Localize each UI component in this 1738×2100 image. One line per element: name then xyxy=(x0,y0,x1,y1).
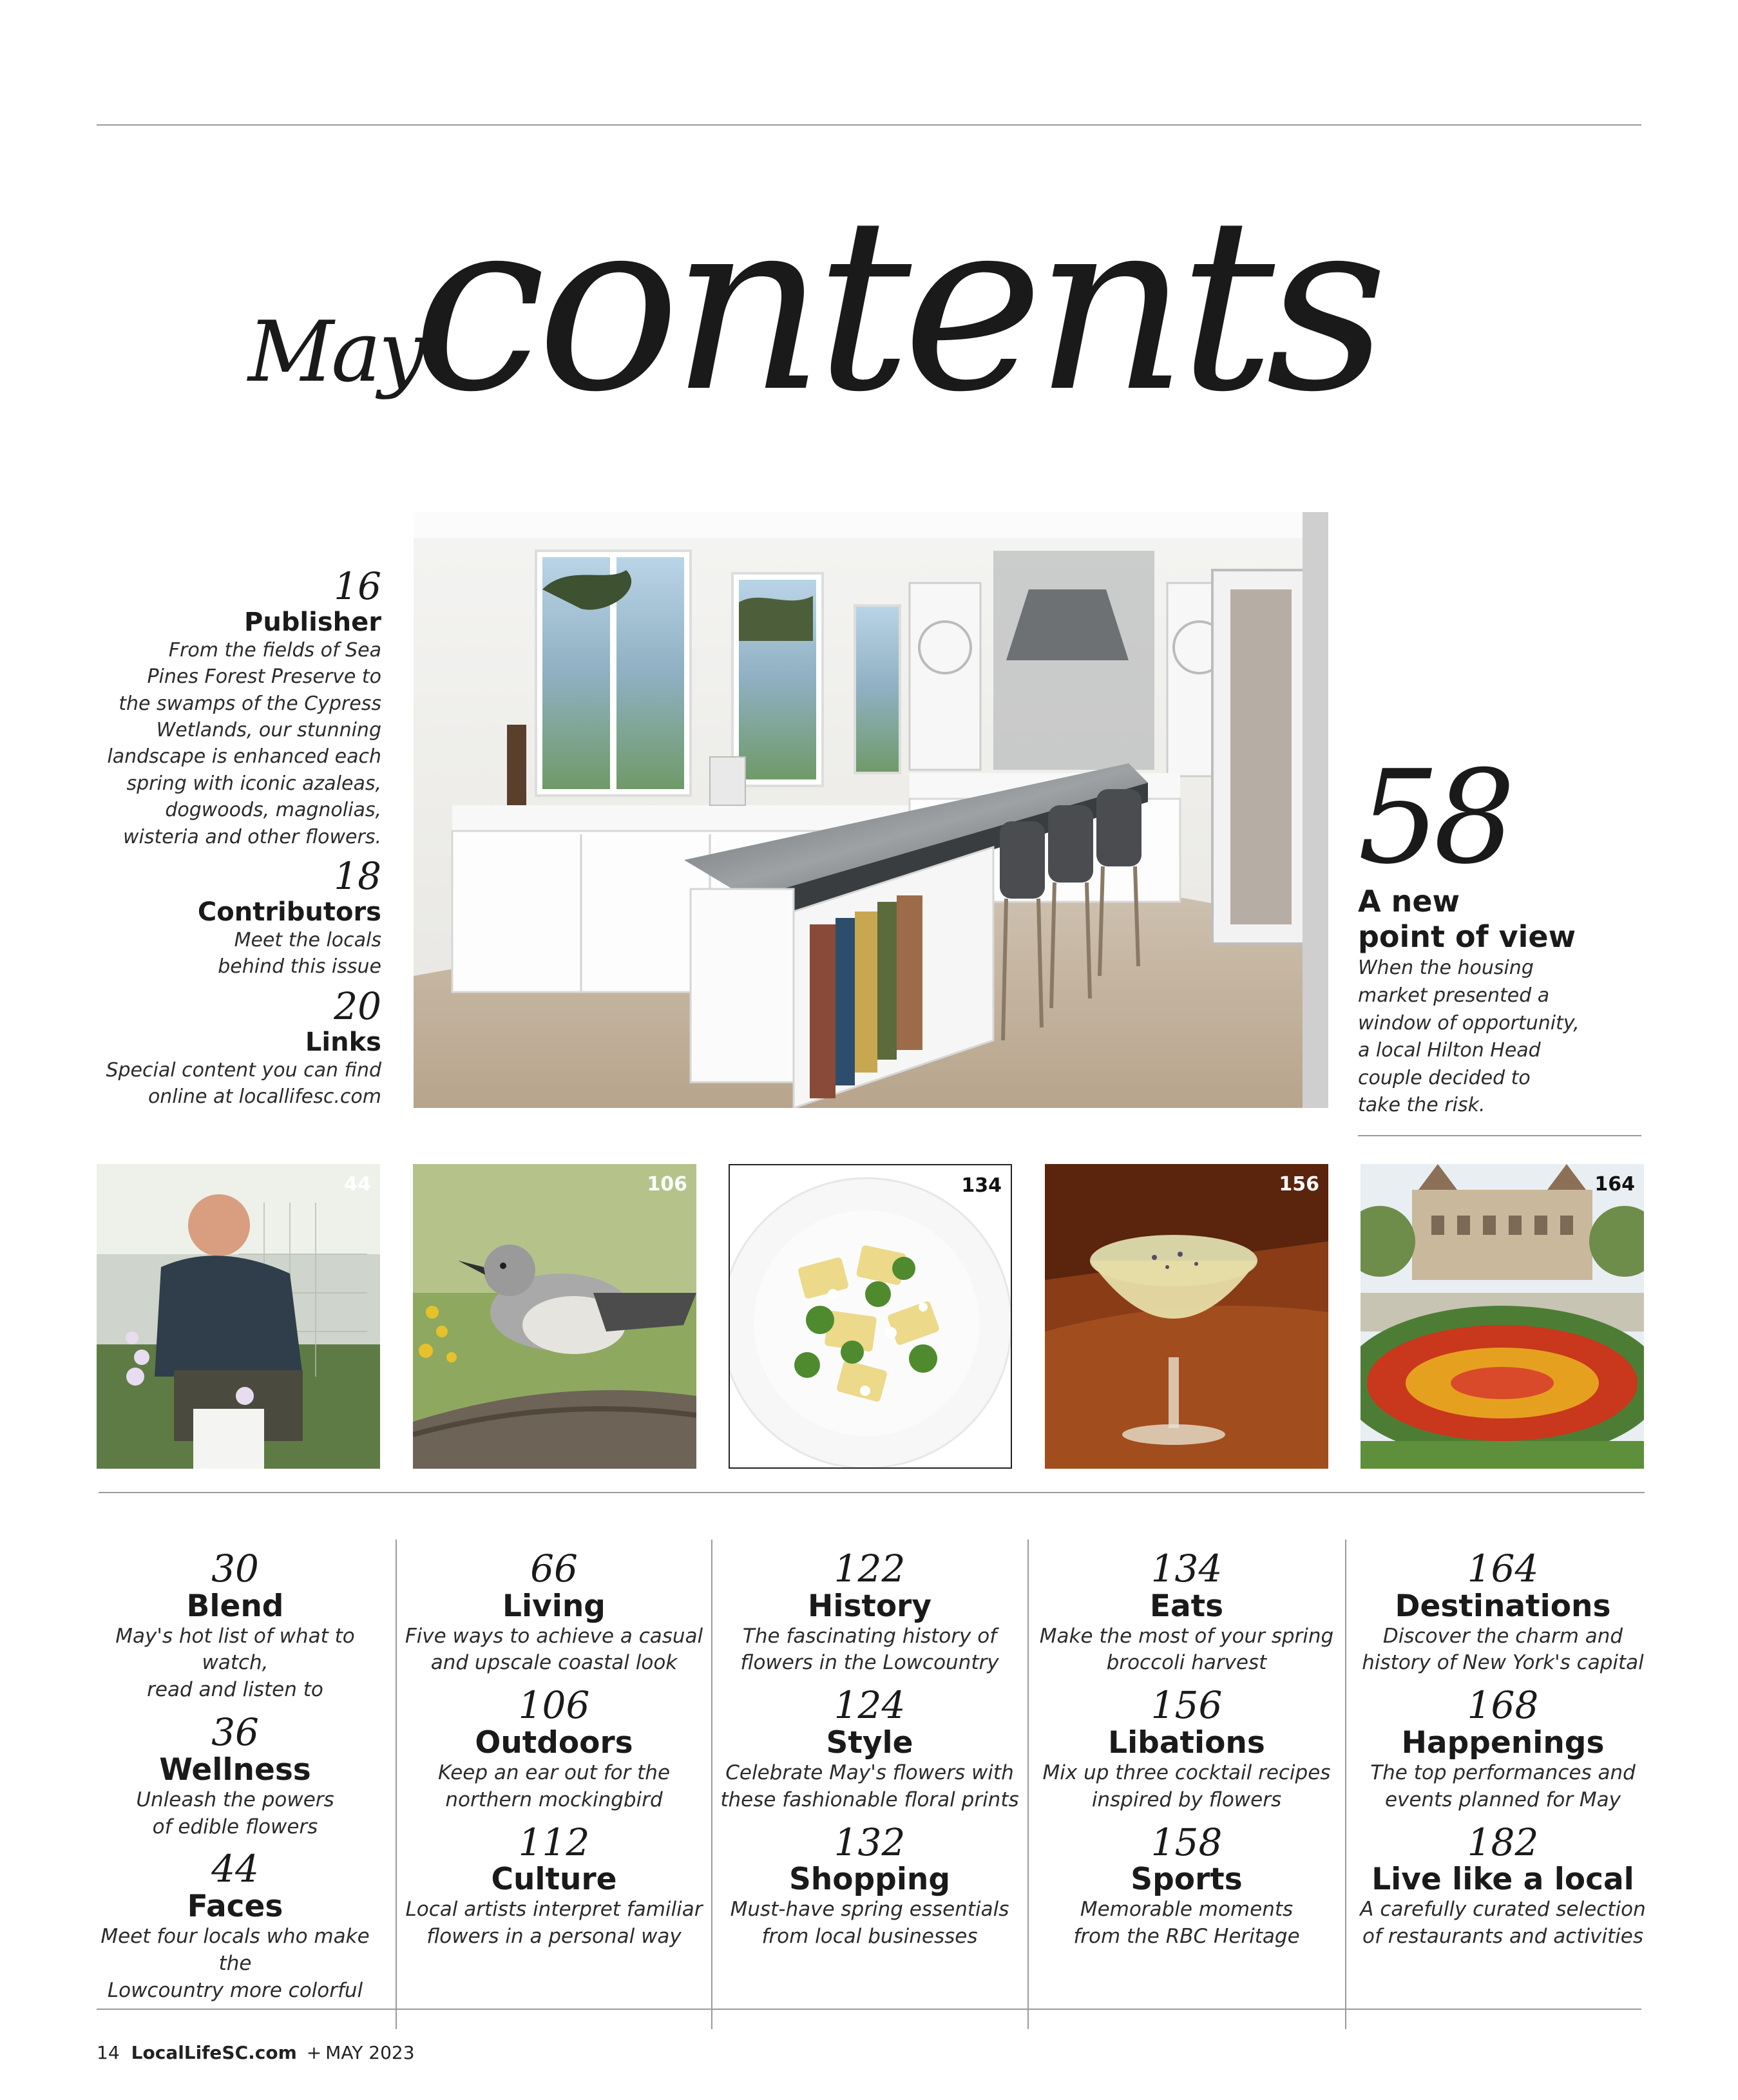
feature-desc-line: couple decided to xyxy=(1358,1066,1531,1089)
entry-desc-line: Keep an ear out for the xyxy=(437,1761,671,1784)
entry-desc-line: Wetlands, our stunning xyxy=(156,719,381,742)
thumbnail-capitol[interactable] xyxy=(1361,1164,1644,1469)
entry-page-number: 134 xyxy=(1151,1547,1223,1590)
entry-description xyxy=(403,1623,705,1677)
entry-desc-line: history of New York's capital xyxy=(1362,1651,1644,1675)
kitchen-illustration xyxy=(414,512,1328,1108)
entry-title: Publisher xyxy=(244,607,381,637)
entry-desc-line: A carefully curated selection xyxy=(1360,1898,1646,1922)
gardener-photo xyxy=(97,1164,380,1469)
entry-description xyxy=(84,1787,387,1841)
column-divider xyxy=(396,1540,397,2029)
entry-desc-line: from the RBC Heritage xyxy=(1073,1924,1300,1948)
entry-page-number: 158 xyxy=(1151,1820,1223,1864)
entry-desc-line: Special content you can find xyxy=(106,1058,381,1082)
entry-desc-line: The fascinating history of xyxy=(742,1624,997,1648)
entry-page-number: 124 xyxy=(834,1683,906,1728)
feature-desc-line: take the risk. xyxy=(1358,1094,1485,1117)
entry-title: Links xyxy=(305,1027,381,1057)
entry-page-number: 164 xyxy=(1467,1547,1539,1590)
feature-desc-line: a local Hilton Head xyxy=(1358,1039,1541,1062)
entry-page-number: 112 xyxy=(518,1820,590,1864)
toc-entry[interactable] xyxy=(1351,1549,1654,1677)
entry-page-number: 20 xyxy=(334,984,381,1028)
entry-title: Wellness xyxy=(159,1752,311,1788)
entry-description xyxy=(84,1923,387,2005)
entry-description xyxy=(1351,1623,1654,1677)
thumbnail-pasta[interactable] xyxy=(729,1164,1012,1469)
entry-desc-line: the swamps of the Cypress xyxy=(119,692,381,715)
toc-column xyxy=(718,1549,1021,1960)
top-rule xyxy=(97,124,1641,126)
feature-desc-line: window of opportunity, xyxy=(1358,1011,1580,1035)
entry-desc-line: read and listen to xyxy=(147,1678,323,1702)
entry-page-number: 66 xyxy=(530,1547,578,1590)
toc-entry[interactable] xyxy=(1035,1820,1338,1951)
entry-desc-line: events planned for May xyxy=(1384,1788,1621,1811)
title-month: May xyxy=(248,303,424,401)
entry-page-number: 168 xyxy=(1467,1683,1539,1728)
capitol-photo xyxy=(1361,1164,1644,1469)
toc-entry[interactable] xyxy=(97,854,381,980)
entry-desc-line: Pines Forest Preserve to xyxy=(147,665,381,689)
entry-title: Eats xyxy=(1149,1588,1224,1624)
entry-page-number: 36 xyxy=(211,1710,259,1755)
column-divider xyxy=(1345,1540,1346,2029)
toc-entry[interactable] xyxy=(403,1549,705,1677)
entry-page-number: 18 xyxy=(334,854,381,899)
left-entries xyxy=(97,564,381,1116)
entry-description xyxy=(403,1896,705,1951)
toc-column xyxy=(1035,1549,1338,1960)
toc-column xyxy=(403,1549,705,1960)
entry-desc-line: May's hot list of what to watch, xyxy=(115,1624,355,1675)
footer-page-number: 14 xyxy=(97,2042,120,2063)
entry-desc-line: flowers in the Lowcountry xyxy=(740,1651,999,1675)
entry-page-number: 16 xyxy=(334,564,381,608)
entry-desc-line: spring with iconic azaleas, xyxy=(126,772,381,795)
entry-desc-line: Mix up three cocktail recipes xyxy=(1042,1761,1331,1784)
entry-description xyxy=(718,1760,1021,1814)
entry-title: Shopping xyxy=(788,1862,951,1898)
entry-page-number: 44 xyxy=(211,1847,259,1891)
entry-desc-line: inspired by flowers xyxy=(1091,1788,1282,1811)
entry-desc-line: flowers in a personal way xyxy=(426,1924,682,1948)
toc-column xyxy=(84,1549,387,2013)
entry-desc-line: Discover the charm and xyxy=(1382,1624,1623,1648)
entry-desc-line: behind this issue xyxy=(218,955,381,978)
entry-page-number: 30 xyxy=(211,1547,259,1590)
column-divider xyxy=(1027,1540,1029,2029)
footer-separator: + xyxy=(306,2042,322,2063)
entry-title: Libations xyxy=(1108,1725,1265,1761)
entry-desc-line: Unleash the powers xyxy=(136,1788,334,1811)
thumbnail-page-number: 156 xyxy=(1279,1173,1319,1196)
entry-page-number: 106 xyxy=(518,1683,590,1728)
entry-title: Contributors xyxy=(197,897,381,927)
entry-desc-line: broccoli harvest xyxy=(1106,1651,1267,1675)
column-divider xyxy=(711,1540,712,2029)
feature-description xyxy=(1358,955,1641,1120)
entry-desc-line: dogwoods, magnolias, xyxy=(165,799,381,822)
feature-rule xyxy=(1358,1135,1641,1136)
entry-desc-line: Lowcountry more colorful xyxy=(107,1978,363,2002)
toc-entry[interactable] xyxy=(403,1683,705,1813)
thumbnail-cocktail[interactable] xyxy=(1045,1164,1328,1469)
feature-title-line: point of view xyxy=(1358,919,1576,955)
toc-entry[interactable] xyxy=(718,1820,1021,1951)
entry-desc-line: and upscale coastal look xyxy=(430,1651,678,1675)
cocktail-photo xyxy=(1045,1164,1328,1469)
entry-desc-line: online at locallifesc.com xyxy=(148,1085,381,1108)
entry-desc-line: these fashionable floral prints xyxy=(720,1788,1019,1811)
mid-rule xyxy=(99,1492,1645,1493)
entry-page-number: 132 xyxy=(834,1820,906,1864)
toc-entry[interactable] xyxy=(1351,1820,1654,1951)
mockingbird-photo xyxy=(413,1164,696,1469)
entry-description xyxy=(403,1760,705,1814)
entry-description xyxy=(1351,1760,1654,1814)
entry-description xyxy=(718,1623,1021,1677)
entry-title: Outdoors xyxy=(475,1725,633,1761)
entry-description xyxy=(97,637,381,850)
entry-title: Happenings xyxy=(1401,1725,1605,1761)
entry-desc-line: landscape is enhanced each xyxy=(107,745,381,768)
entry-desc-line: wisteria and other flowers. xyxy=(123,825,381,848)
entry-title: Blend xyxy=(186,1588,284,1624)
page-footer xyxy=(97,2042,415,2063)
entry-title: Culture xyxy=(491,1862,617,1898)
feature-page-number: 58 xyxy=(1358,743,1509,893)
entry-description xyxy=(97,1057,381,1111)
entry-desc-line: Meet four locals who make the xyxy=(100,1924,370,1975)
entry-description xyxy=(1035,1623,1338,1677)
entry-desc-line: From the fields of Sea xyxy=(168,638,381,662)
entry-desc-line: of restaurants and activities xyxy=(1362,1924,1643,1948)
thumbnail-gardener[interactable] xyxy=(97,1164,380,1469)
entry-desc-line: northern mockingbird xyxy=(445,1788,663,1811)
thumbnail-page-number: 134 xyxy=(961,1174,1002,1197)
toc-entry[interactable] xyxy=(84,1849,387,2004)
entry-desc-line: Local artists interpret familiar xyxy=(405,1898,703,1922)
entry-description xyxy=(1035,1896,1338,1951)
toc-entry[interactable] xyxy=(1351,1683,1654,1813)
feature-desc-line: When the housing xyxy=(1358,957,1534,980)
pasta-plate-photo xyxy=(730,1165,1011,1467)
entry-desc-line: from local businesses xyxy=(761,1924,978,1948)
feature-title-line: A new xyxy=(1358,884,1460,919)
page-title: contents xyxy=(412,167,1379,444)
entry-description xyxy=(1035,1760,1338,1814)
entry-desc-line: Five ways to achieve a casual xyxy=(405,1624,703,1648)
entry-title: Sports xyxy=(1131,1862,1243,1898)
entry-description xyxy=(84,1623,387,1704)
entry-page-number: 122 xyxy=(834,1547,906,1590)
entry-desc-line: Memorable moments xyxy=(1080,1898,1294,1922)
entry-title: History xyxy=(808,1588,931,1624)
feature-entry[interactable] xyxy=(1358,743,1641,1120)
entry-desc-line: Meet the locals xyxy=(234,928,381,951)
toc-entry[interactable] xyxy=(97,984,381,1111)
toc-entry[interactable] xyxy=(403,1820,705,1951)
thumbnail-page-number: 164 xyxy=(1594,1173,1635,1196)
feature-title xyxy=(1358,884,1641,955)
entry-page-number: 156 xyxy=(1151,1683,1223,1728)
toc-entry[interactable] xyxy=(1035,1549,1338,1677)
toc-column xyxy=(1351,1549,1654,1960)
entry-page-number: 182 xyxy=(1467,1820,1539,1864)
entry-desc-line: Celebrate May's flowers with xyxy=(725,1761,1014,1784)
entry-title: Destinations xyxy=(1395,1588,1611,1624)
feature-desc-line: market presented a xyxy=(1358,984,1550,1007)
entry-title: Live like a local xyxy=(1371,1862,1634,1898)
thumbnail-page-number: 106 xyxy=(647,1173,687,1196)
entry-desc-line: The top performances and xyxy=(1370,1761,1636,1784)
toc-entry[interactable] xyxy=(84,1549,387,1704)
thumbnail-page-number: 44 xyxy=(344,1173,371,1196)
entry-desc-line: Must-have spring essentials xyxy=(730,1898,1009,1922)
toc-entry[interactable] xyxy=(97,564,381,850)
entry-description xyxy=(1351,1896,1654,1951)
entry-title: Faces xyxy=(187,1889,283,1925)
thumbnail-mockingbird[interactable] xyxy=(413,1164,696,1469)
entry-description xyxy=(718,1896,1021,1951)
entry-title: Living xyxy=(502,1588,606,1624)
entry-desc-line: of edible flowers xyxy=(152,1815,318,1838)
entry-desc-line: Make the most of your spring xyxy=(1039,1624,1334,1648)
toc-entry[interactable] xyxy=(1035,1683,1338,1813)
footer-issue: MAY 2023 xyxy=(325,2042,415,2063)
hero-kitchen-photo[interactable] xyxy=(414,512,1328,1108)
toc-entry[interactable] xyxy=(718,1549,1021,1677)
footer-site-link[interactable]: LocalLifeSC.com xyxy=(131,2042,297,2063)
toc-entry[interactable] xyxy=(84,1710,387,1840)
entry-description xyxy=(97,927,381,980)
toc-entry[interactable] xyxy=(718,1683,1021,1813)
entry-title: Style xyxy=(826,1725,913,1761)
